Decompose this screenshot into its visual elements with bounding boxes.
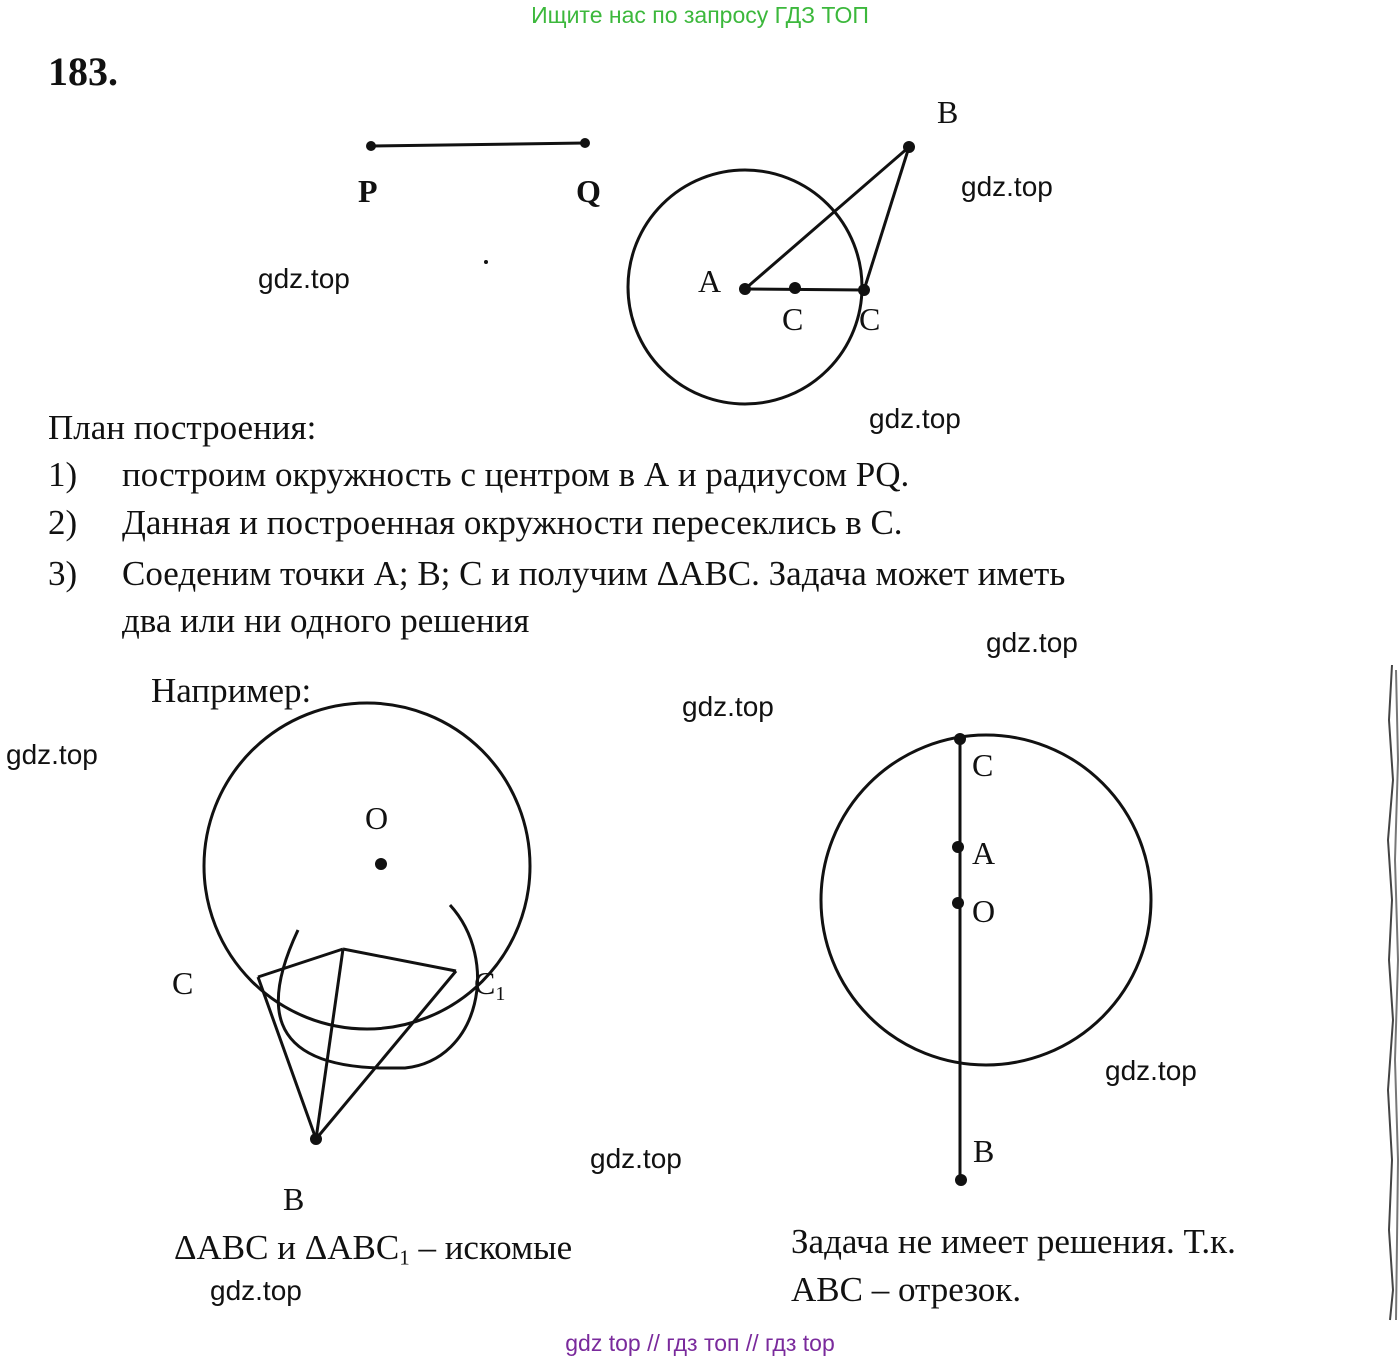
segment-pq-figure [366,138,590,151]
watermark: gdz.top [869,403,961,434]
arc-radius [278,905,477,1068]
segment-ab [745,147,909,289]
label-b-right: B [973,1133,995,1169]
segment-ac [745,289,864,290]
point-b-right [955,1174,967,1186]
point-a [739,283,751,295]
footer-links[interactable]: gdz top // гдз топ // гдз top [565,1330,835,1356]
step-text-continued: два или ни одного решения [122,601,530,640]
label-a-right: A [972,835,996,871]
label-b-left: B [283,1181,305,1217]
label-a-top: A [698,263,722,299]
step-number: 3) [48,554,78,593]
watermark: gdz.top [961,171,1053,202]
label-o-left: O [365,800,389,836]
point-q [580,138,590,148]
label-b-top: B [937,94,959,130]
step-text: Данная и построенная окружности пересеклись в С. [122,503,903,542]
point-b-left [310,1133,322,1145]
right-caption-line2: АВС – отрезок. [791,1270,1022,1309]
point-a-right [952,841,964,853]
watermark: gdz.top [1105,1055,1197,1086]
watermark: gdz.top [986,627,1078,658]
segment-pq [371,143,585,146]
label-c-inner: C [782,301,804,337]
label-c-right: C [972,747,994,783]
label-p: P [358,173,378,209]
watermark: gdz.top [6,739,98,770]
right-construction [821,733,1151,1186]
speck [484,260,488,264]
watermark: gdz.top [682,691,774,722]
point-c-inner [789,282,801,294]
step-number: 1) [48,455,78,494]
segment-c-b [258,977,316,1139]
point-c-outer [858,284,870,296]
watermark: gdz.top [258,263,350,294]
point-b [903,141,915,153]
step-text: построим окружность с центром в А и радиусом PQ. [122,455,910,494]
right-caption-line1: Задача не имеет решения. Т.к. [791,1222,1236,1261]
top-construction [628,141,915,404]
left-construction [204,703,530,1145]
label-c-outer: C [859,301,881,337]
label-o-right: O [972,893,996,929]
problem-number: 183. [48,49,118,94]
label-q: Q [576,173,601,209]
segment-c-a [258,949,343,977]
step-number: 2) [48,503,78,542]
scan-edge [1388,665,1398,1320]
step-text: Соеденим точки А; В; С и получим ΔАВС. Задача может иметь [122,554,1066,593]
segment-a-c1 [343,949,456,971]
top-banner[interactable]: Ищите нас по запросу ГДЗ ТОП [531,2,869,28]
watermark: gdz.top [210,1275,302,1306]
example-label: Например: [151,671,312,710]
point-o-left [375,858,387,870]
left-caption: ΔАВС и $\Delta АВС_1$ – искомые [174,1228,573,1270]
point-c-right [954,733,966,745]
label-c-left: C [172,965,194,1001]
label-c1-left: C1 [474,965,506,1005]
plan-title: План построения: [48,408,317,447]
watermark: gdz.top [590,1143,682,1174]
point-p [366,141,376,151]
point-o-right [952,897,964,909]
